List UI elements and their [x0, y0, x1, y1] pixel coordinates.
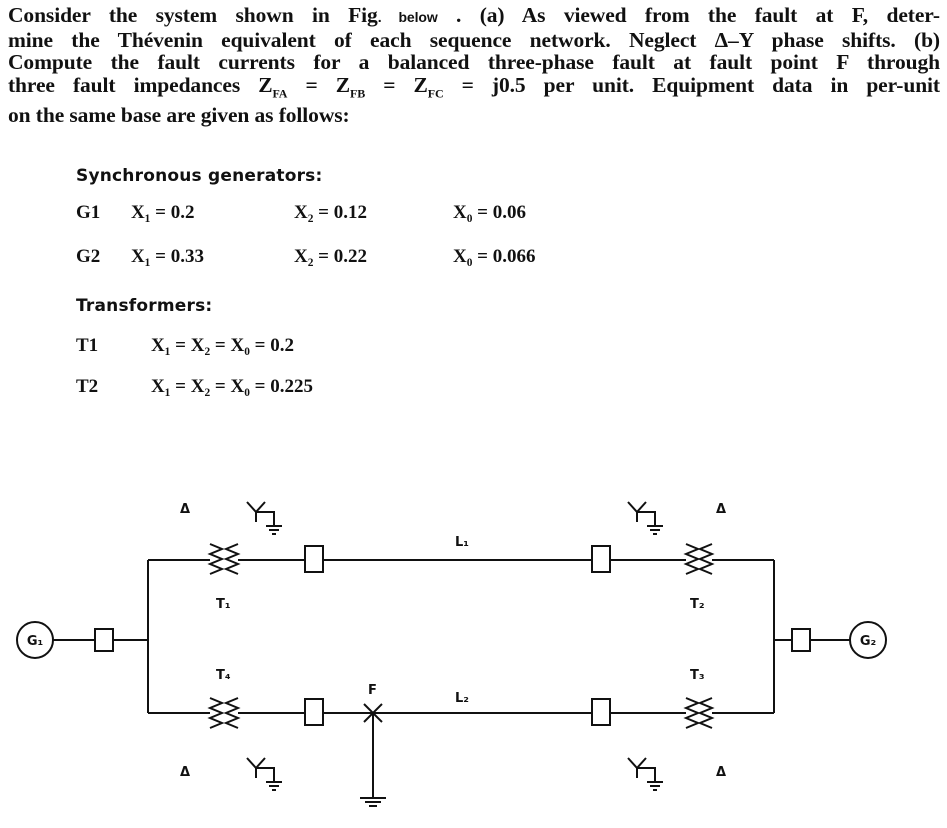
wye-ground-symbol: [628, 502, 663, 534]
problem-line-1: Consider the system shown in Fig. below . (a) As viewed from the fault at F, deter-: [8, 3, 940, 27]
problem-line-4: three fault impedances $Z_{FA} = Z_{FB} = Z_{FC} = j0.5$ per unit. Equipment data in per-unit: [8, 72, 940, 100]
fault-label: F: [368, 683, 377, 698]
delta-symbol: Δ: [180, 502, 191, 517]
generator-x2: X₂ = 0.12: [294, 202, 367, 223]
breaker-l1-right: [592, 546, 610, 572]
breaker-l2-right: [592, 699, 610, 725]
wye-ground-symbol: [628, 758, 663, 790]
generator-g1-label: G₁: [26, 634, 44, 649]
transformer-name: T1: [76, 335, 99, 356]
problem-line-5: on the same base are given as follows:: [8, 103, 350, 128]
power-system-diagram: [0, 470, 947, 828]
transformer-t1-label: T₁: [216, 597, 231, 612]
delta-symbol: Δ: [180, 765, 191, 780]
delta-symbol: Δ: [716, 502, 727, 517]
line-l2-label: L₂: [455, 691, 469, 706]
fault-point-f: [360, 704, 386, 806]
transformer-value: X₁ = X₂ = X₀ = 0.225: [151, 376, 313, 397]
transformer-name: T2: [76, 376, 99, 397]
transformer-value: X₁ = X₂ = X₀ = 0.2: [151, 335, 294, 356]
transformer-t3: [686, 698, 712, 728]
transformer-t1: [210, 544, 238, 574]
transformer-t4-label: T₄: [216, 668, 231, 683]
generator-x0: X₀ = 0.06: [453, 202, 526, 223]
generator-x2: X₂ = 0.22: [294, 246, 367, 267]
transformer-t4: [210, 698, 238, 728]
breaker-g2: [792, 629, 810, 651]
generator-name: G2: [76, 246, 101, 267]
transformer-t3-label: T₃: [690, 668, 705, 683]
generator-name: G1: [76, 202, 101, 223]
problem-line-2: mine the Thévenin equivalent of each sequence network. Neglect Δ–Y phase shifts. (b): [8, 27, 940, 52]
generator-x1: X₁ = 0.2: [131, 202, 195, 223]
line-l1-label: L₁: [455, 535, 469, 550]
zfb-subscript: FB: [349, 85, 366, 100]
delta-symbol: Δ: [716, 765, 727, 780]
breaker-l1-left: [305, 546, 323, 572]
generator-g2: [850, 622, 886, 658]
wye-ground-symbol: [247, 502, 282, 534]
generator-g2-label: G₂: [859, 634, 877, 649]
generators-title: Synchronous generators:: [76, 166, 323, 186]
transformers-title: Transformers:: [76, 296, 213, 316]
zfc-subscript: FC: [427, 85, 444, 100]
generator-x0: X₀ = 0.066: [453, 246, 536, 267]
breaker-g1: [95, 629, 113, 651]
fig-suffix: . below: [377, 9, 438, 25]
generator-g1: [17, 622, 53, 658]
transformer-t2-label: T₂: [690, 597, 705, 612]
wye-ground-symbol: [247, 758, 282, 790]
problem-statement: [8, 4, 940, 127]
problem-line-3: Compute the fault currents for a balanced three-phase fault at fault point F through: [8, 50, 940, 74]
zfa-subscript: FA: [272, 85, 288, 100]
generator-x1: X₁ = 0.33: [131, 246, 204, 267]
breaker-l2-left: [305, 699, 323, 725]
transformer-t2: [686, 544, 712, 574]
